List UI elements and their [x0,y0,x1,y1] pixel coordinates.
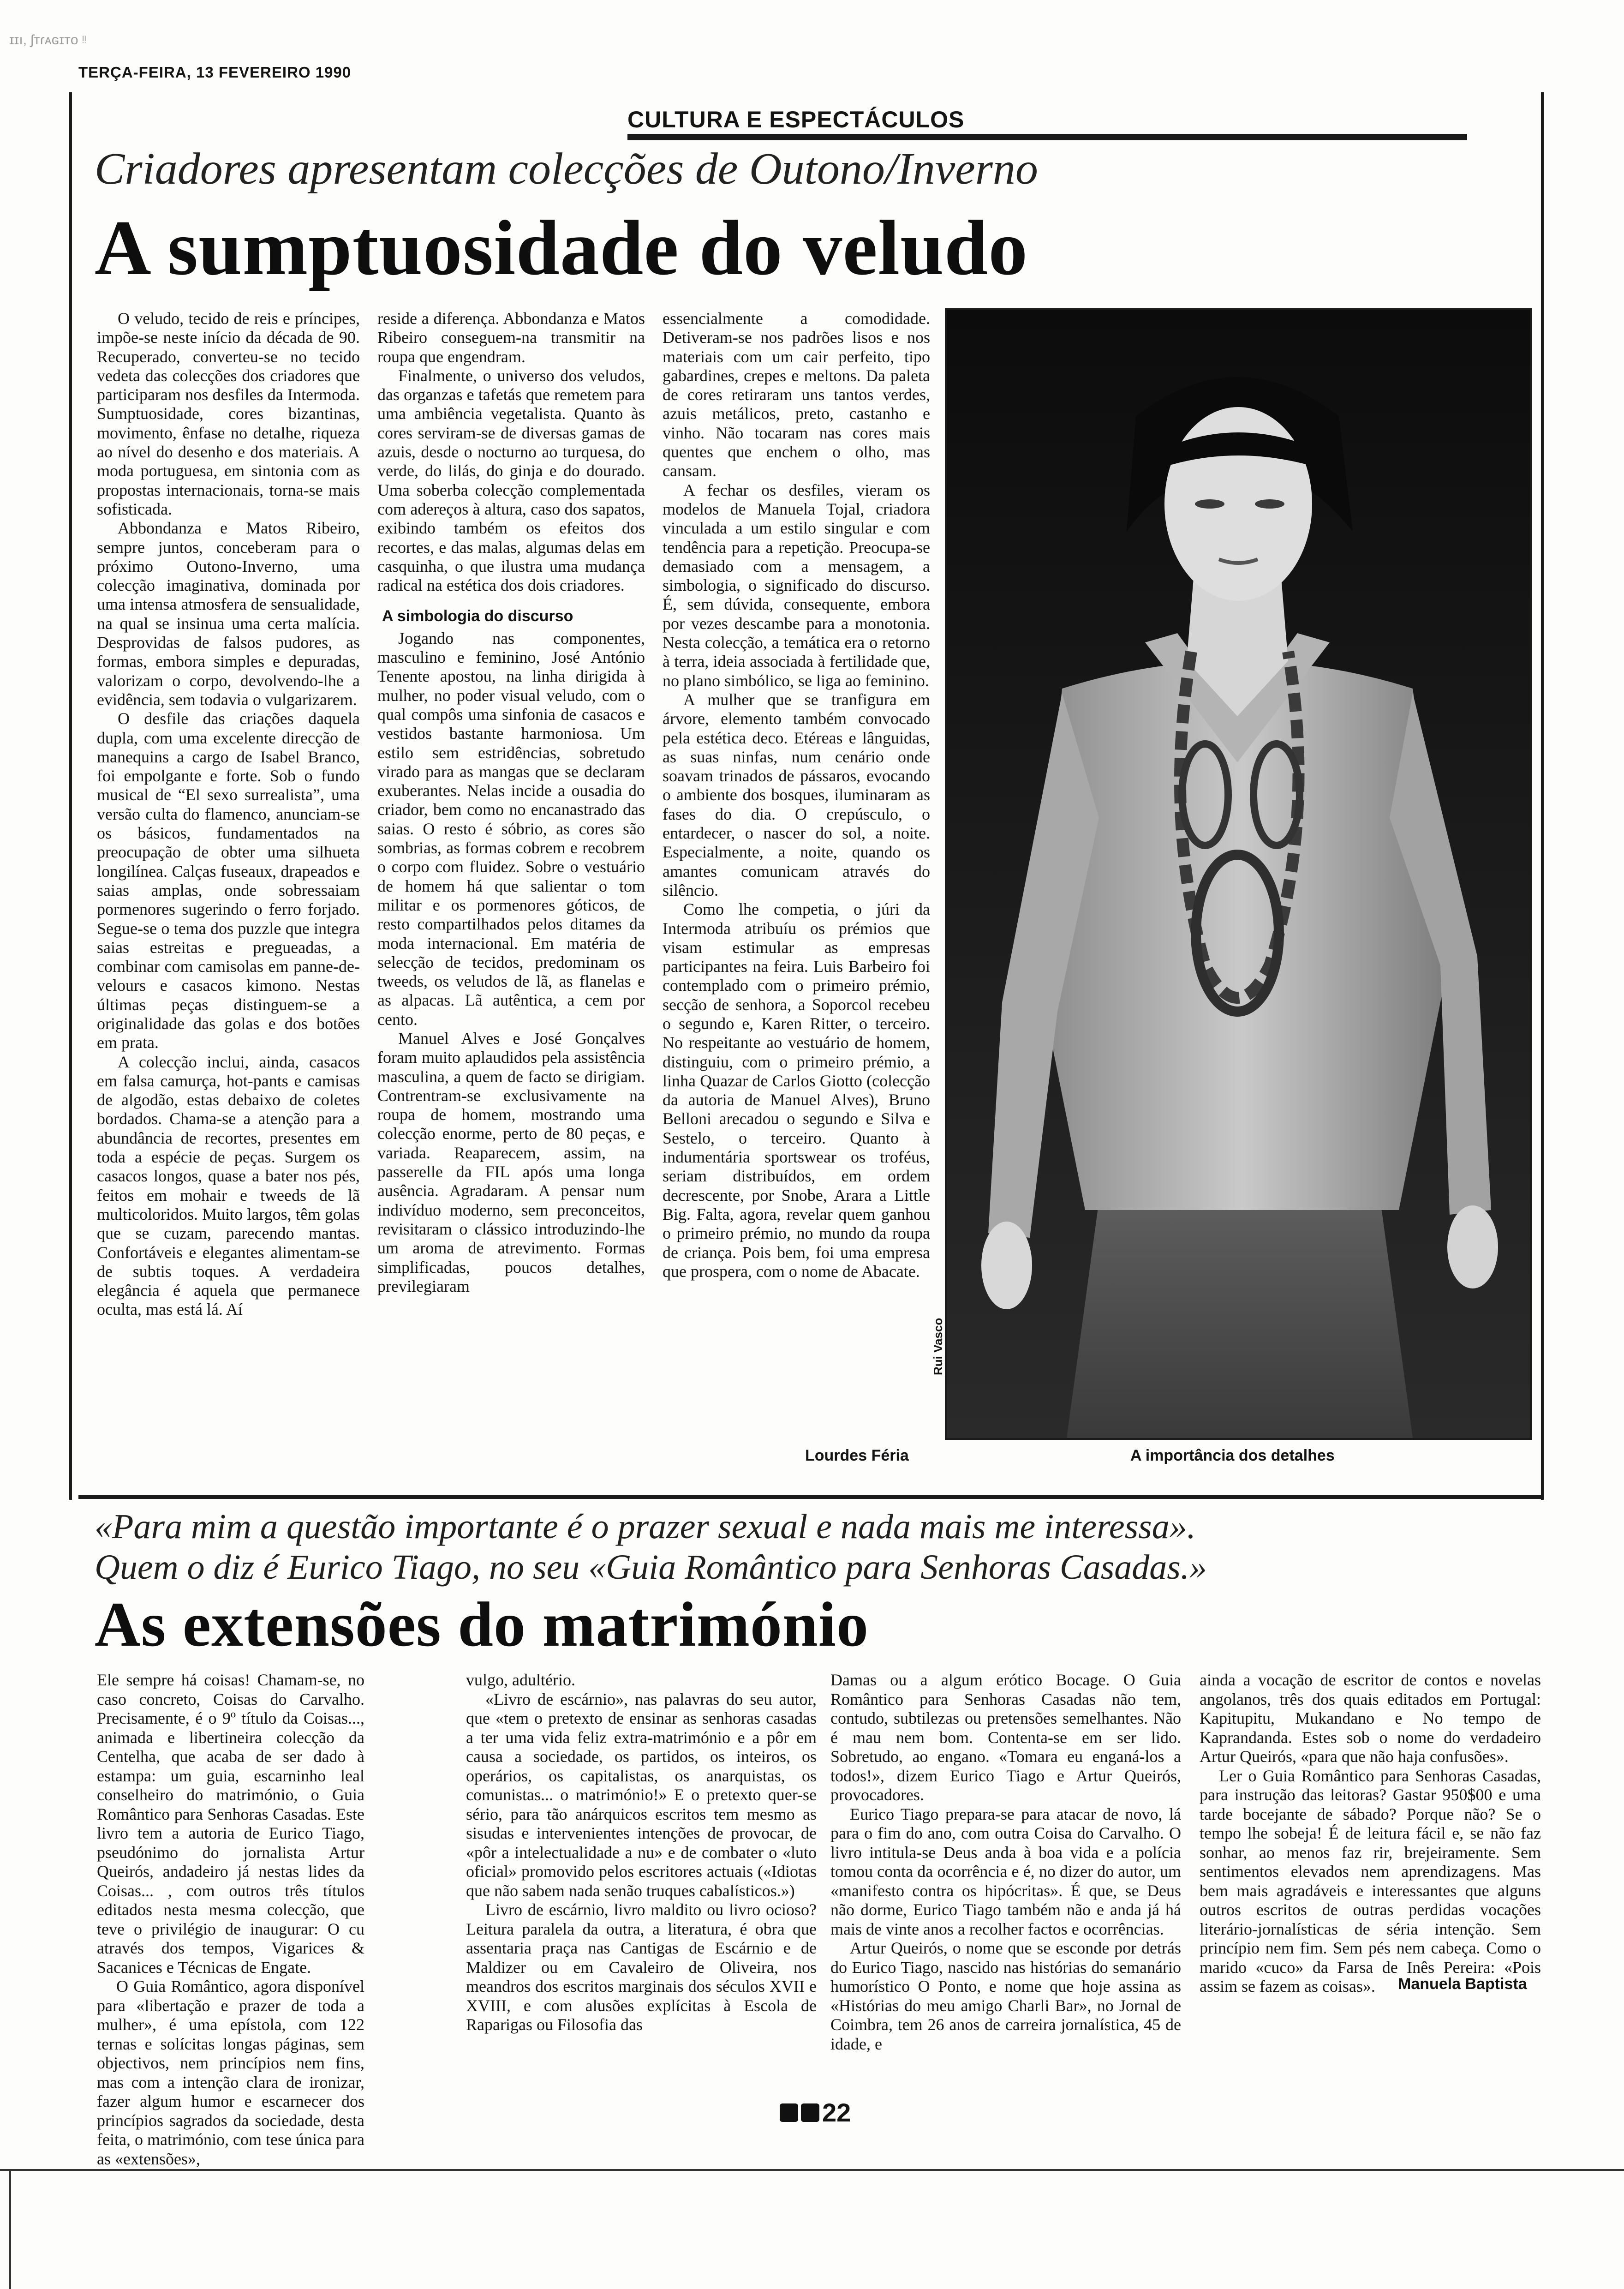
article1-column-3 [663,309,930,1281]
page-number-text: 22 [822,2098,851,2127]
left-scan-edge [9,2169,11,2289]
newspaper-logo-icon [780,2103,798,2122]
article2-column-1 [97,1671,364,2169]
article1-kicker: Criadores apresentam colecções de Outono/Inverno [95,144,1038,194]
frame-rule-left [69,92,72,1500]
paragraph: Artur Queirós, o nome que se esconde por detrás do Eurico Tiago, nascido nas histórias do semanário humorístico O Ponto, e nome que hoje assina as «Histórias do meu amigo Charli Bar», no Jornal de Coimbra, tem 26 anos de carreira jornalística, 45 de idade, e [830,1939,1181,2053]
frame-rule-right [1541,92,1544,1500]
page-number [780,2097,851,2127]
paragraph: Como lhe competia, o júri da Intermoda atribuíu os prémios que visam estimular as empresas participantes na feira. Luis Barbeiro foi contemplado com o primeiro prémio, secção de senhora, a Soporcol recebeu o segundo e, Karen Ritter, o terceiro. No respeitante ao vestuário de homem, distinguiu, com o primeiro prémio, a linha Quazar de Carlos Giotto (colecção da autoria de Manuel Alves), Bruno Belloni arecadou o segundo e Silva e Sestelo, o terceiro. Quanto à indumentária sportswear os troféus, seriam distribuídos, em ordem decrescente, por Snobe, Arara a Little Big. Falta, agora, revelar quem ganhou o primeiro prémio, no mundo da roupa de criança. Pois bem, foi uma empresa que prospera, com o nome de Abacate. [663,900,930,1281]
paragraph: Ele sempre há coisas! Chamam-se, no caso concreto, Coisas do Carvalho. Precisamente, é o 9º título da Coisas..., animada e libertineira colecção da Centelha, que acaba de ser dado à estampa: um guia, escarninho leal conselheiro do matrimónio, o Guia Romântico para Senhoras Casadas. Este livro tem a autoria de Eurico Tiago, pseudónimo do jornalista Artur Queirós, andadeiro já nestas lides da Coisas... , com outros três títulos editados nesta mesma colecção, que teve o privilégio de inaugurar: O cu através dos tempos, Vigarices & Sacanices e Técnicas de Engate. [97,1671,364,1977]
paragraph: ainda a vocação de escritor de contos e novelas angolanos, três dos quais editados em Portugal: Kapitupitu, Mukandano e No tempo de Kaprandanda. Estes sob o nome do verdadeiro Artur Queirós, «para que não haja confusões». [1200,1671,1541,1766]
paragraph: Damas ou a algum erótico Bocage. O Guia Romântico para Senhoras Casadas não tem, contudo, subtilezas ou pretensões semelhantes. Não é mau nem bom. Contenta-se em ser lido. Sobretudo, ao engano. «Tomara eu enganá-los a todos!», dizem Eurico Tiago e Artur Queirós, provocadores. [830,1671,1181,1804]
paragraph: «Livro de escárnio», nas palavras do seu autor, que «tem o pretexto de ensinar as senhoras casadas a ter uma vida feliz extra-matrimónio e a pôr em causa a sociedade, os partidos, os inteiros, os operários, os capitalistas, os anarquistas, os comunistas... o matrimónio!» E o pretexto quer-se sério, para tão anárquicos escritos tem mesmo as sisudas e intervenientes intenções de provocar, de «pôr a intelectualidade a nu» e de combater o «luto oficial» promovido pelos escritores actuais («Idiotas que não sabem nada senão truques cabalísticos.») [466,1690,817,1900]
paragraph: O veludo, tecido de reis e príncipes, impõe-se neste início da década de 90. Recuperado, converteu-se no tecido vedeta das colecções dos criadores que participaram nos desfiles da Intermoda. Sumptuosidade, cores bizantinas, movimento, ênfase no detalhe, riqueza ao nível do desenho e dos materiais. A moda portuguesa, em sintonia com as propostas internacionais, torna-se mais sofisticada. [97,309,360,518]
photo-credit: Rui Vasco [931,1318,945,1375]
paragraph: reside a diferença. Abbondanza e Matos Ribeiro conseguem-na transmitir na roupa que engendram. [377,309,645,366]
article1-column-2 [377,309,645,1296]
article2-byline: Manuela Baptista [1398,1975,1527,1993]
paragraph: Livro de escárnio, livro maldito ou livro ocioso? Leitura paralela da outra, a literatura, é obra que assentaria praça nas Cantigas de Escárnio e de Maldizer ou em Cavaleiro de Oliveira, nos meandros dos escritos marginais dos séculos XVII e XVIII, e com alusões explícitas à Escola de Raparigas ou Filosofia das [466,1900,817,2034]
paragraph: Ler o Guia Romântico para Senhoras Casadas, para instrução das leitoras? Gastar 950$00 e uma tarde bocejante de sábado? Porque não? Se o tempo lhe sobeja! É de leitura fácil e, se não faz sonhar, ao menos faz rir, brejeiramente. Sem sentimentos elevados nem aprendizagens. Mas bem mais agradáveis e interessantes que alguns outros escritos de outras perdidas vocações literário-jornalísticas de séria intenção. Sem princípio nem fim. Sem pés nem cabeça. Como o marido «cuco» da Farsa de Inês Pereira: «Pois assim se fazem as coisas». [1200,1766,1541,1995]
section-label: CULTURA E ESPECTÁCULOS [627,107,965,132]
paragraph: essencialmente a comodidade. Detiveram-se nos padrões lisos e nos materiais com um cair perfeito, tipo gabardines, crepes e meltons. Da paleta de cores retiraram uns tantos verdes, azuis metálicos, preto, castanho e vinho. Não tocaram nas cores mais quentes que enchem o olho, mas cansam. [663,309,930,480]
paragraph: O Guia Romântico, agora disponível para «libertação e prazer de toda a mulher», é uma epístola, com 122 ternas e solícitas longas páginas, sem objectivos, nem princípios nem fins, mas com a intenção clara de ironizar, fazer algum humor e escarnecer dos princípios sagrados da sociedade, desta feita, o matrimónio, com tese única para as «extensões», [97,1977,364,2168]
fashion-model-photo [945,308,1532,1440]
dateline: TERÇA-FEIRA, 13 FEVEREIRO 1990 [78,64,352,81]
photo-illustration [947,310,1530,1438]
article-divider [78,1495,1543,1499]
article1-column-1 [97,309,360,1319]
photo-caption: A importância dos detalhes [1130,1447,1335,1464]
top-margin-smudge: ɪɪı, ʃᴛɾᴀɢɪᴛᴏ ᵎᵎ [9,32,87,48]
article2-column-2 [466,1671,817,2035]
paragraph: A fechar os desfiles, vieram os modelos de Manuela Tojal, criadora vinculada a um estilo singular e com tendência para a repetição. Preocupa-se demasiado com a mensagem, a simbologia, o significado do discurso. É, sem dúvida, consequente, embora por vezes descambe para a monotonia. Nesta colecção, a temática era o retorno à terra, ideia associada à fertilidade que, no plano simbólico, se liga ao feminino. [663,480,930,690]
article1-subhead: A simbologia do discurso [382,607,573,625]
paragraph: Manuel Alves e José Gonçalves foram muito aplaudidos pela assistência masculina, a quem de facto se dirigiam. Contrentram-se exclusivamente na roupa de homem, mostrando uma colecção enorme, perto de 80 peças, e variada. Reaparecem, assim, na passerelle da FIL após uma longa ausência. Agradaram. A pensar num indivíduo moderno, sem preconceitos, revisitaram o clássico introduzindo-lhe um aroma de atrevimento. Formas simplificadas, poucos detalhes, previlegiaram [377,1029,645,1295]
paragraph: A colecção inclui, ainda, casacos em falsa camurça, hot-pants e camisas de algodão, estas debaixo de coletes bordados. Chama-se a atenção para a abundância de recortes, presentes em toda a espécie de peças. Surgem os casacos longos, quase a bater nos pés, feitos em mohair e tweeds de lã multicoloridos. Muito largos, têm golas que se cuzam, parecendo mantas. Confortáveis e elegantes alimentam-se de subtis toques. A verdadeira elegância é aquela que permanece oculta, mas está lá. Aí [97,1052,360,1319]
newspaper-logo-icon [801,2103,819,2122]
bottom-scan-edge [0,2169,1624,2171]
paragraph: Finalmente, o universo dos veludos, das organzas e tafetás que remetem para uma ambiência vegetalista. Quanto às cores serviram-se de diversas gamas de azuis, desde o nocturno ao turquesa, do verde, do lilás, do ginja e do dourado. Uma soberba colecção complementada com adereços à altura, caso dos sapatos, exibindo também os efeitos dos recortes, e das malas, algumas delas em casquinha, o que ilustra uma mudança radical na estética dos dois criadores. [377,366,645,595]
paragraph: Abbondanza e Matos Ribeiro, sempre juntos, conceberam para o próximo Outono-Inverno, uma colecção imaginativa, dominada por uma intensa atmosfera de sensualidade, na qual se insinua uma certa malícia. Desprovidas de falsos pudores, as formas, embora simples e depuradas, valorizam o corpo, devolvendo-lhe a evidência, sem todavia o vulgarizarem. [97,519,360,709]
paragraph: A mulher que se tranfigura em árvore, elemento também convocado pela estética deco. Etéreas e lânguidas, as suas ninfas, num cenário onde soavam trinados de pássaros, evocando o ambiente dos bosques, iluminaram as fases do dia. O crepúsculo, o entardecer, o nascer do sol, a noite. Especialmente, a noite, quando os amantes comunicam através do silêncio. [663,690,930,899]
paragraph: Eurico Tiago prepara-se para atacar de novo, lá para o fim do ano, com outra Coisa do Carvalho. O livro intitula-se Deus anda à boa vida e a polícia tomou conta da ocorrência e é, no dizer do autor, um «manifesto contra os hipócritas». É que, se Deus não dorme, Eurico Tiago também não e anda já há mais de vinte anos a recolher factos e ocorrências. [830,1804,1181,1938]
article2-column-3 [830,1671,1181,2054]
paragraph: vulgo, adultério. [466,1671,575,1689]
article1-headline: A sumptuosidade do veludo [95,204,1028,291]
article2-column-4 [1200,1671,1541,1996]
article1-byline: Lourdes Féria [805,1447,909,1464]
article2-headline: As extensões do matrimónio [95,1589,869,1660]
paragraph: Jogando nas componentes, masculino e feminino, José António Tenente apostou, na linha dirigida à mulher, no poder visual veludo, com o qual compôs uma sinfonia de casacos e vestidos bastante harmoniosa. Um estilo sem estridências, sobretudo virado para as mangas que se declaram exuberantes. Nelas incide a ousadia do criador, bem como no encanastrado das saias. O resto é sóbrio, as cores são sombrias, as formas cobrem e recobrem o corpo com fluidez. Sobre o vestuário de homem há que salientar o tom militar e os pormenores góticos, de resto compartilhados pelos ditames da moda internacional. Em matéria de selecção de tecidos, predominam os tweeds, os veludos de lã, as flanelas e as alpacas. Lã autêntica, a cem por cento. [377,629,645,1029]
paragraph: O desfile das criações daquela dupla, com uma excelente direcção de manequins a cargo de Isabel Branco, foi empolgante e forte. Sob o fundo musical de “El sexo surrealista”, uma versão culta do flamenco, anunciam-se os básicos, fundamentados na preocupação de obter uma silhueta longilínea. Calças fuseaux, drapeados e saias amplas, onde sobressaiam pormenores sugerindo o ferro forjado. Segue-se o tema dos puzzle que integra saias estreitas e pregueadas, a combinar com camisolas em panne-de-velours e casacos kimono. Nestas últimas peças distinguem-se a originalidade das golas e dos botões em prata. [97,709,360,1052]
article2-quote-line-2: Quem o diz é Eurico Tiago, no seu «Guia Romântico para Senhoras Casadas.» [95,1548,1207,1587]
section-bar [627,134,1467,140]
article2-quote-line-1: «Para mim a questão importante é o prazer sexual e nada mais me interessa». [95,1507,1196,1546]
